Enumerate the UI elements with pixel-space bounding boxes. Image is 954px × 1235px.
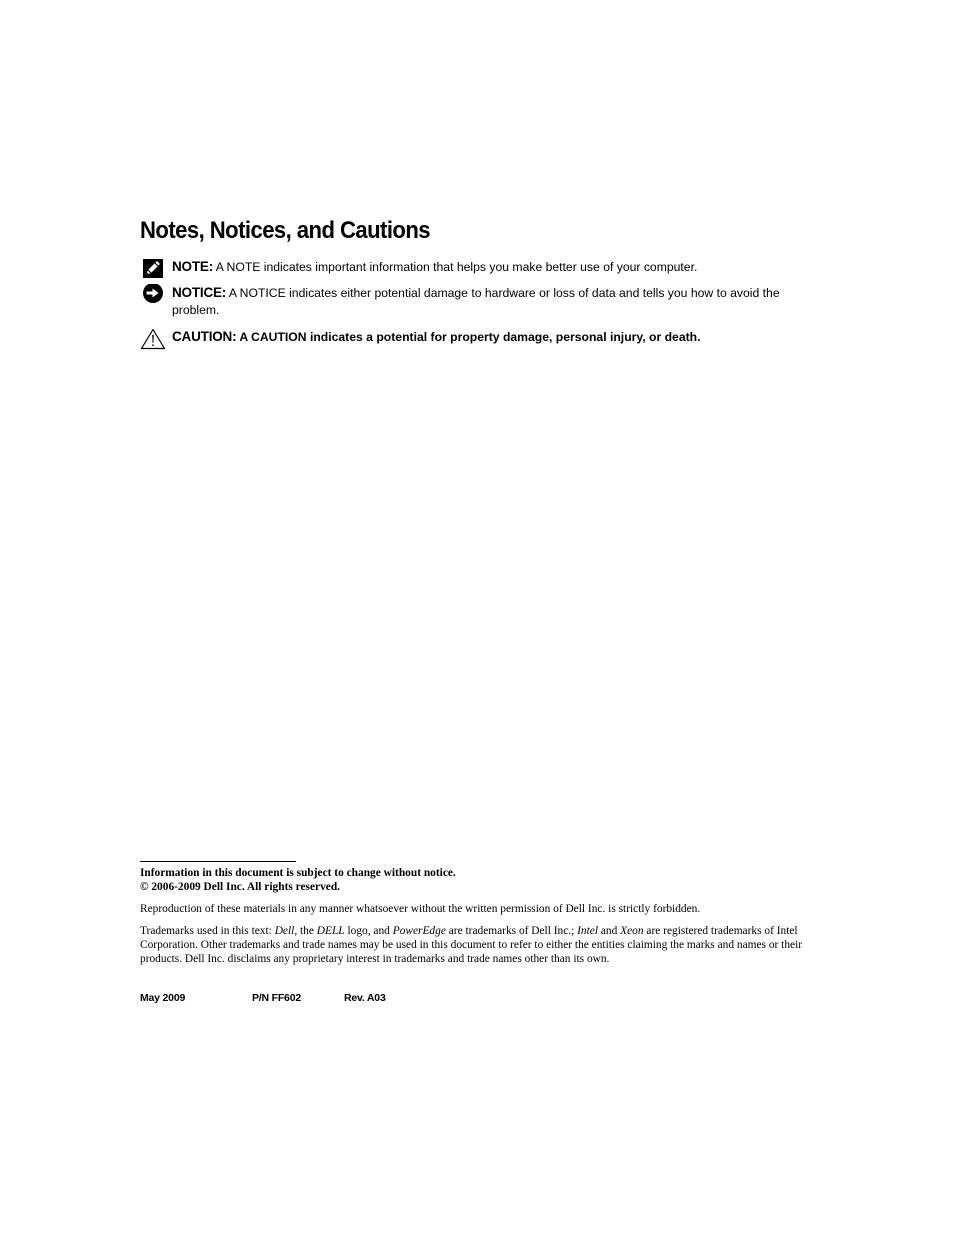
- trademark-text: are registered trademarks of Intel Corporation. Other trademarks and trade names may be used in this document to refer to either the entities claiming the marks and names or their products. Dell Inc. disclaims any proprietary interest in trademarks and trade names other than its own.: [140, 925, 803, 965]
- note-callout: [140, 258, 800, 276]
- warning-triangle-icon: [140, 328, 164, 352]
- trademark-xeon: Xeon: [620, 925, 644, 937]
- trademark-poweredge: PowerEdge: [392, 925, 446, 937]
- page-title: Notes, Notices, and Cautions: [140, 217, 431, 244]
- caution-callout: [140, 328, 800, 346]
- copyright-line: © 2006-2009 Dell Inc. All rights reserved.: [140, 881, 341, 893]
- note-label: NOTE:: [172, 259, 213, 274]
- trademark-text: and: [598, 925, 621, 937]
- caution-text: [172, 328, 800, 346]
- footnote-divider: [140, 861, 296, 862]
- trademark-dell: Dell: [274, 925, 295, 937]
- notice-body: A NOTICE indicates either potential damage to hardware or loss of data and tells you how to avoid the problem.: [172, 286, 780, 317]
- caution-label: CAUTION:: [172, 329, 237, 344]
- notice-callout: [140, 284, 800, 319]
- trademark-text: logo, and: [344, 925, 393, 937]
- trademark-text: , the: [294, 925, 317, 937]
- doc-part-number: P/N FF602: [252, 992, 301, 1004]
- legal-notice: [140, 866, 846, 894]
- note-text: [172, 258, 800, 276]
- notice-label: NOTICE:: [172, 285, 227, 300]
- reproduction-statement: Reproduction of these materials in any manner whatsoever without the written permission of Dell Inc. is strictly forbidden.: [140, 903, 701, 915]
- trademark-text: are trademarks of Dell Inc.;: [445, 925, 578, 937]
- trademark-text: Trademarks used in this text:: [140, 925, 275, 937]
- trademark-intel: Intel: [577, 925, 599, 937]
- note-body: A NOTE indicates important information that helps you make better use of your computer.: [213, 260, 698, 274]
- caution-body: A CAUTION indicates a potential for property damage, personal injury, or death.: [236, 330, 701, 344]
- notice-text: [172, 284, 800, 319]
- trademark-dell-logo: DELL: [316, 925, 345, 937]
- change-notice-line: Information in this document is subject to change without notice.: [140, 867, 456, 879]
- pencil-note-icon: [140, 258, 164, 282]
- trademarks-statement: [140, 924, 846, 966]
- arrow-circle-notice-icon: [140, 284, 164, 308]
- doc-revision: Rev. A03: [344, 992, 386, 1004]
- doc-date: May 2009: [140, 992, 186, 1004]
